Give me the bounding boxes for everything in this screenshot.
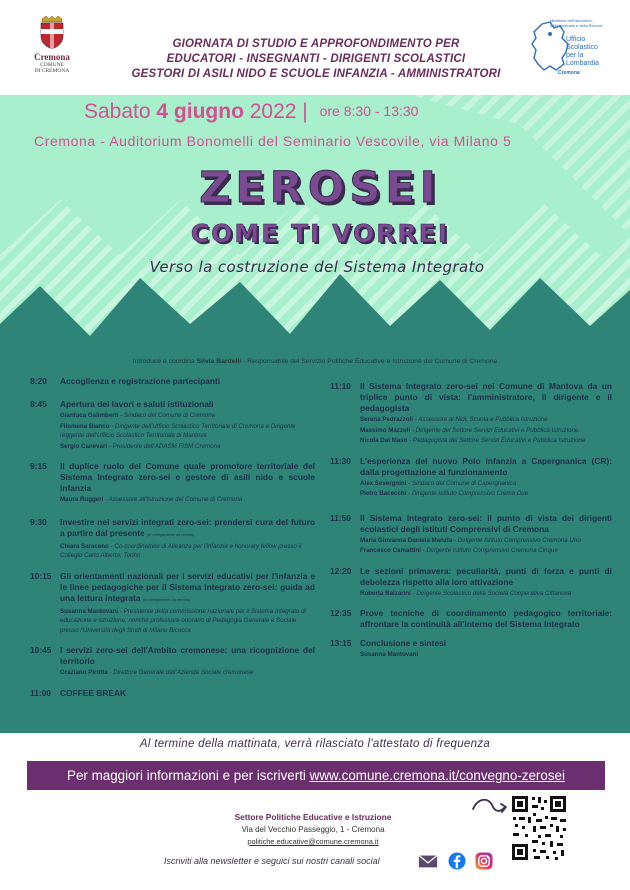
program-title: L'esperienza del nuovo Polo infanzia a Capergnanica (CR): dalla progettazione al funzionamento: [360, 455, 612, 477]
program-time: 11:30: [330, 455, 351, 466]
program-title: [60, 517, 315, 541]
program-time: 10:45: [30, 645, 52, 655]
speaker: [360, 489, 612, 499]
program-item: [30, 376, 315, 387]
mountain-divider: [0, 264, 630, 356]
speaker-name: Francesco Camattini: [360, 547, 421, 554]
program-title: Conclusione e sintesi: [360, 638, 447, 648]
speaker: [60, 495, 315, 505]
program-title: Apertura dei lavori e saluti istituzionali: [60, 399, 214, 409]
crest-sub2: DI CREMONA: [34, 68, 70, 74]
qr-code[interactable]: [509, 793, 569, 863]
event-venue: Cremona - Auditorium Bonomelli del Seminario Vescovile, via Milano 5: [34, 133, 512, 149]
info-bar: [27, 761, 605, 790]
speaker-name: Nicola Dal Maso: [360, 437, 408, 444]
program-title: Il duplice ruolo del Comune quale promotore territoriale del Sistema Integrato zero-sei e gestore di asili nido e scuole infanzia: [60, 461, 315, 493]
speaker: [360, 426, 612, 436]
crest-logo: [34, 16, 70, 78]
arrow-icon: [470, 795, 510, 821]
program-time: 8:20: [30, 376, 47, 386]
program-item: [330, 566, 612, 599]
program-time: 8:45: [30, 399, 47, 409]
intro-name: Silvia Bardelli: [196, 358, 242, 365]
speaker: [360, 415, 612, 425]
program-item: [30, 399, 315, 451]
instagram-icon[interactable]: [474, 852, 494, 870]
speaker-name: Pietro Bacecchi: [360, 490, 407, 497]
speaker-role: - Assessore all'Istruzione del Comune di Cremona: [105, 496, 243, 503]
speaker-name: Roberta Balzarini: [360, 589, 411, 597]
speaker: [360, 546, 612, 556]
usr-name-line: per la: [566, 52, 584, 59]
speaker-name: Graziano Pirotta: [60, 669, 108, 676]
program-time: 12:20: [330, 565, 352, 576]
remote-note: (in collegamento da remoto): [142, 597, 191, 602]
program-left-column: [30, 376, 315, 705]
speaker-name: Chiara Saraceno: [60, 542, 109, 550]
usr-ministry: Ministero dell'Istruzione, dell'Università e della Ricerca: [550, 18, 603, 28]
program-time: 10:15: [30, 570, 52, 581]
program-item: [30, 571, 315, 636]
crest-sub1: COMUNE: [40, 62, 64, 68]
program-title: COFFEE BREAK: [60, 687, 127, 698]
event-date-bold: 4 giugno: [156, 100, 244, 123]
program-right-column: [330, 381, 612, 666]
crest-city: Cremona: [34, 52, 70, 62]
program-item: [30, 461, 315, 505]
header: [0, 0, 630, 95]
lombardia-map-icon: [528, 20, 570, 76]
program-title: [60, 571, 315, 606]
speaker: [60, 411, 315, 421]
usr-region: Cremona: [558, 70, 580, 76]
speaker: [360, 536, 612, 546]
header-line: GESTORI DI ASILI NIDO E SCUOLE INFANZIA - AMMINISTRATORI: [131, 68, 501, 80]
event-title-line2: COME TI VORREI: [190, 219, 450, 248]
program-item: [330, 638, 612, 660]
usr-name: [566, 36, 599, 68]
event-audience: [130, 37, 502, 82]
program-item: [330, 608, 612, 630]
speaker-name: Filomena Bianco: [60, 422, 110, 430]
speaker-role: - Presidente dell'ADASM FISM Cremona: [108, 442, 221, 450]
program-time: 11:10: [330, 381, 351, 391]
program-item: [30, 645, 315, 678]
speaker: [60, 422, 315, 441]
speaker-role: - Dirigente del Settore Servizi Educativi e Pubblica Istruzione: [411, 426, 579, 434]
office-address: Via del Vecchio Passeggio, 1 - Cremona: [241, 825, 385, 834]
event-subtitle: Verso la costruzione del Sistema Integrato: [149, 258, 485, 276]
program-item: [330, 456, 612, 499]
speaker: [360, 436, 612, 446]
speaker-name: Gianluca Galimberti: [60, 412, 119, 419]
speaker-role: - Assessore ai Nidi, Scuola e Pubblica Istruzione: [414, 416, 548, 423]
speaker-role: - Dirigente Istituto Comprensivo Cremona Cinque: [422, 547, 558, 554]
program-title: Il Sistema Integrato zero-sei nel Comune di Mantova da un triplice punto di vista: l'amministratore, il dirigente e il pedagogista: [360, 381, 612, 413]
speaker-role: - Sindaco del Comune di Capergnanica: [408, 479, 517, 487]
event-date: [84, 100, 418, 124]
program-item: [330, 513, 612, 556]
intro-prefix: Introduce e coordina: [132, 358, 195, 365]
program-title: Accoglienza e registrazione partecipanti: [60, 376, 221, 386]
speaker-role: - Pedagogista del Settore Servizi Educativi e Pubblica Istruzione: [409, 437, 586, 444]
header-line: GIORNATA DI STUDIO E APPROFONDIMENTO PER: [172, 38, 460, 50]
speaker-name: Maura Ruggeri: [60, 496, 104, 503]
program-title-text: Gli orientamenti nazionali per i servizi educativi per l'infanzia e le linee pedagogiche per il Sistema Integrato zero-sei: guida ad una lettura integrata: [60, 570, 315, 603]
speaker: [360, 479, 612, 489]
event-day: Sabato: [84, 100, 151, 123]
program-time: 9:30: [30, 516, 47, 527]
program-title: Le sezioni primavera: peculiarità, punti di forza e punti di debolezza rispetto alla loro attivazione: [360, 565, 612, 587]
speaker-name: Susanna Mantovani: [360, 651, 419, 658]
speaker-name: Alex Severgnini: [360, 479, 407, 487]
program-time: 9:15: [30, 461, 47, 471]
event-year: 2022 |: [249, 100, 308, 123]
facebook-icon[interactable]: [447, 852, 467, 870]
usr-name-line: Lombardia: [566, 60, 600, 67]
speaker-role: - Dirigente Istituto Comprensivo Crema Due: [408, 490, 529, 497]
speaker-role: - Sindaco del Comune di Cremona: [120, 412, 216, 419]
program-title: Il Sistema Integrato zero-sei: il punto di vista dei dirigenti scolastici degli Istituti Comprensivi di Cremona: [360, 512, 612, 534]
speaker: [360, 589, 612, 599]
speaker-name: Maria Giovanna Daniela Manzia: [360, 536, 453, 544]
program-time: 13:15: [330, 638, 352, 648]
speaker: [60, 668, 315, 678]
info-prefix: Per maggiori informazioni e per iscriverti: [67, 768, 306, 783]
event-time: ore 8:30 - 13:30: [319, 103, 419, 119]
usr-name-line: Ufficio: [566, 36, 586, 43]
speaker-role: - Co-coordinatrice di Alleanza per l'infanzia e honorary fellow presso il Collegio Carlo Alberto, Torino: [60, 542, 302, 559]
header-line: EDUCATORI - INSEGNANTI - DIRIGENTI SCOLASTICI: [166, 53, 466, 65]
speaker-name: Susanna Mantovani: [60, 607, 119, 615]
program-time: 11:00: [30, 687, 51, 698]
attestato-note: Al termine della mattinata, verrà rilasciato l'attestato di frequenza: [139, 738, 491, 750]
speaker-name: Serena Pedrazzoli: [360, 416, 413, 423]
speaker-name: Massimo Mazzoli: [360, 426, 411, 434]
speaker-role: - Dirigente Istituto Comprensivo Cremona Uno: [453, 536, 581, 544]
program-time: 11:50: [330, 512, 351, 523]
speaker: [360, 650, 612, 660]
newsletter-note: Iscriviti alla newsletter e seguici sui nostri canali social: [164, 856, 380, 866]
speaker: [60, 442, 315, 452]
crest-icon: [39, 16, 65, 50]
speaker-role: - Direttore Generale dell'Azienda Sociale cremonese: [109, 669, 254, 676]
speaker-role: - Dirigente dell'Ufficio Scolastico Territoriale di Cremona e Dirigente reggente dell'Ufficio Scolastico Territoriale di Mantova: [60, 422, 296, 439]
event-title: ZEROSEI: [199, 163, 441, 213]
program-intro: [0, 358, 630, 365]
program-item: [30, 517, 315, 561]
office-name: Settore Politiche Educative e Istruzione: [234, 812, 392, 822]
program-title-text: Investire nei servizi integrati zero-sei: prendersi cura del futuro a partire dal presente: [60, 516, 315, 538]
program-title: Prove tecniche di coordinamento pedagogico territoriale: affrontare la continuità all'interno del Sistema Integrato: [360, 608, 612, 629]
speaker-role: - Dirigente Scolastico della Società Cooperativa Cittanova: [412, 589, 572, 597]
speaker: [60, 607, 315, 636]
registration-link[interactable]: www.comune.cremona.it/convegno-zerosei: [309, 768, 565, 783]
mail-icon[interactable]: [418, 852, 438, 870]
usr-lombardia-logo: [528, 14, 614, 78]
program-item: [30, 688, 315, 699]
program-title: I servizi zero-sei dell'Ambito cremonese: una ricognizione del territorio: [60, 645, 315, 666]
remote-note: (in collegamento da remoto): [147, 532, 195, 537]
speaker: [60, 542, 315, 561]
intro-role: - Responsabile del Servizio Politiche Educative e Istruzione del Comune di Cremona: [243, 358, 498, 365]
usr-name-line: Scolastico: [566, 44, 598, 51]
organizer-info: [190, 811, 436, 848]
program-item: [330, 381, 612, 446]
speaker-role: - Presidente della commissione nazionale per il Sistema Integrato di educazione e istruzione, nonché professore onorario di Pedagogia Generale e Sociale presso l'Università degli Studi di Milano Bicocca: [60, 607, 306, 634]
office-email-link[interactable]: politiche.educative@comune.cremona.it: [247, 837, 379, 846]
speaker-name: Sergio Canevari: [60, 442, 108, 450]
program-time: 12:35: [330, 608, 352, 618]
